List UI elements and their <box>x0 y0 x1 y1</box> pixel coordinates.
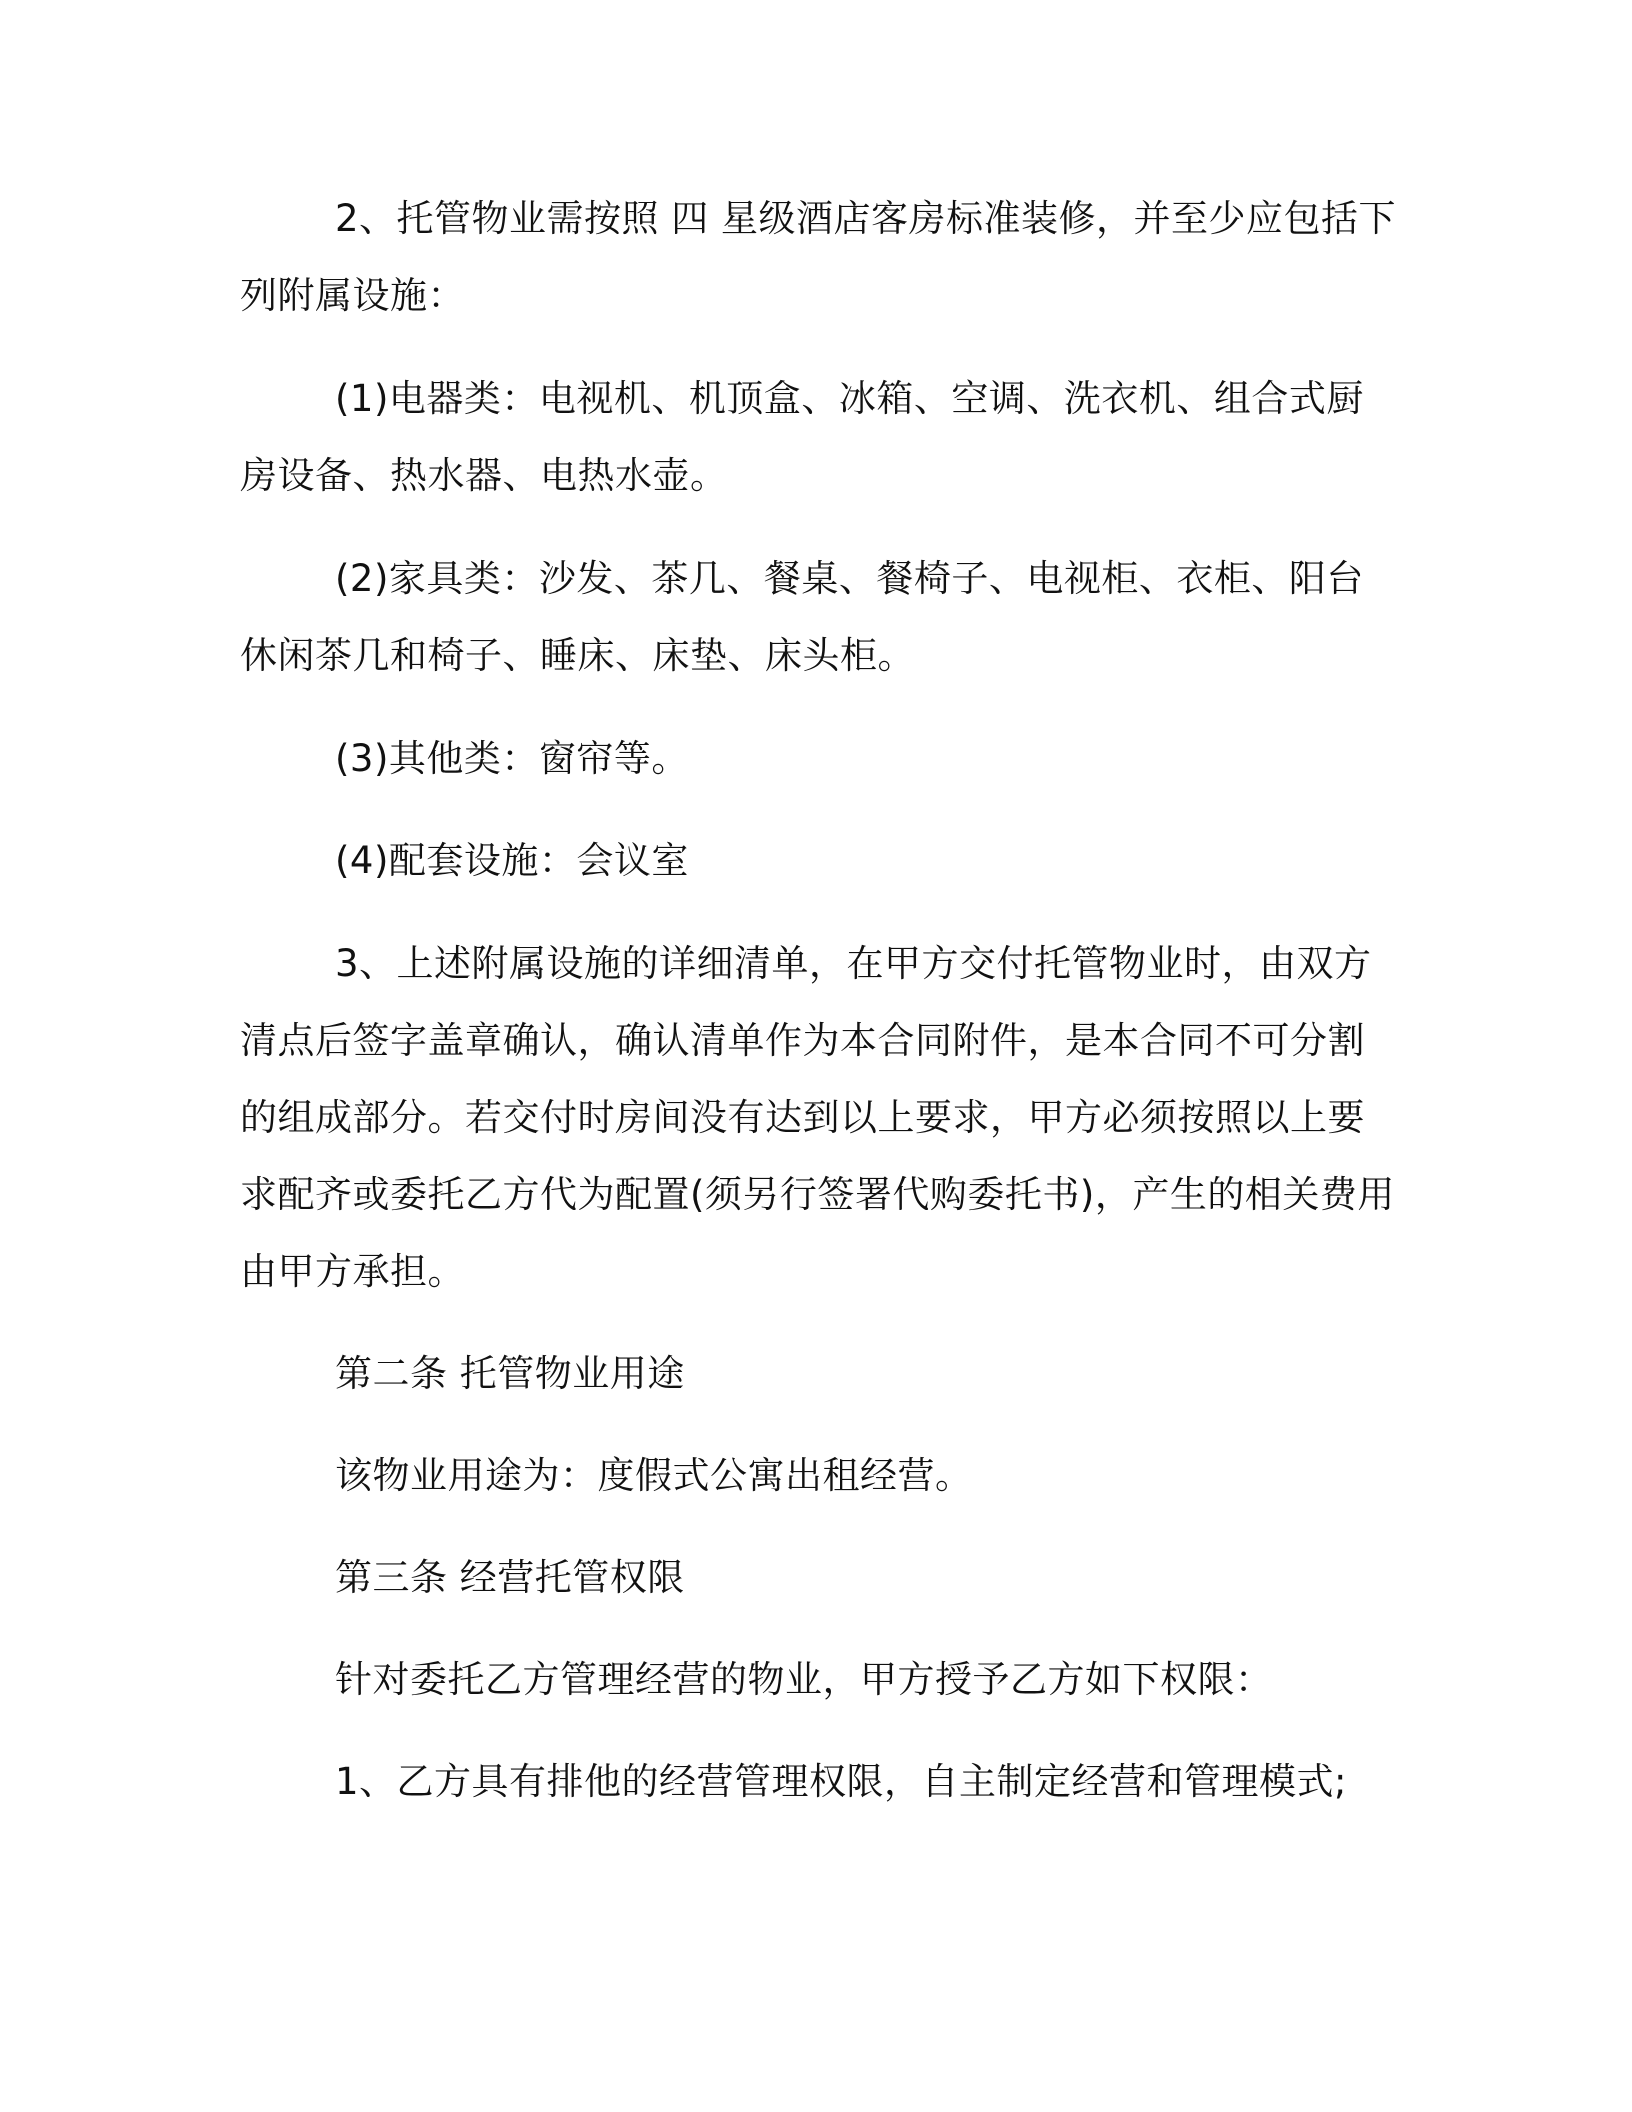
paragraph-item-2-1 <box>240 360 1395 514</box>
text-line: 列附属设施： <box>240 274 465 317</box>
text-line: 第三条 经营托管权限 <box>335 1556 685 1599</box>
text-line: 清点后签字盖章确认，确认清单作为本合同附件，是本合同不可分割 <box>240 1019 1365 1062</box>
paragraph-item-2 <box>240 180 1395 334</box>
article-3-heading <box>335 1539 1395 1616</box>
text-line: (2)家具类：沙发、茶几、餐桌、餐椅子、电视柜、衣柜、阳台 <box>335 557 1364 600</box>
text-line: 求配齐或委托乙方代为配置(须另行签署代购委托书)，产生的相关费用 <box>240 1173 1395 1216</box>
text-line: 休闲茶几和椅子、睡床、床垫、床头柜。 <box>240 634 915 677</box>
paragraph-item-3 <box>240 925 1395 1310</box>
text-line: 针对委托乙方管理经营的物业，甲方授予乙方如下权限： <box>335 1658 1273 1701</box>
paragraph-item-2-2 <box>240 540 1395 694</box>
article-3-item-1 <box>335 1743 1395 1820</box>
article-2-body <box>335 1437 1395 1514</box>
text-line: (4)配套设施：会议室 <box>335 839 689 882</box>
text-line: 房设备、热水器、电热水壶。 <box>240 454 728 497</box>
text-line: 1、乙方具有排他的经营管理权限，自主制定经营和管理模式; <box>335 1760 1348 1803</box>
text-line: 由甲方承担。 <box>240 1250 465 1293</box>
paragraph-item-2-4 <box>335 822 1395 899</box>
text-line: (3)其他类：窗帘等。 <box>335 737 689 780</box>
text-line: 该物业用途为：度假式公寓出租经营。 <box>335 1454 973 1497</box>
text-line: 2、托管物业需按照 四 星级酒店客房标准装修，并至少应包括下 <box>335 197 1397 240</box>
article-2-heading <box>335 1335 1395 1412</box>
text-line: (1)电器类：电视机、机顶盒、冰箱、空调、洗衣机、组合式厨 <box>335 377 1364 420</box>
paragraph-item-2-3 <box>335 720 1395 797</box>
text-line: 第二条 托管物业用途 <box>335 1352 685 1395</box>
text-line: 3、上述附属设施的详细清单，在甲方交付托管物业时，由双方 <box>335 942 1372 985</box>
text-line: 的组成部分。若交付时房间没有达到以上要求，甲方必须按照以上要 <box>240 1096 1365 1139</box>
article-3-intro <box>335 1641 1395 1718</box>
